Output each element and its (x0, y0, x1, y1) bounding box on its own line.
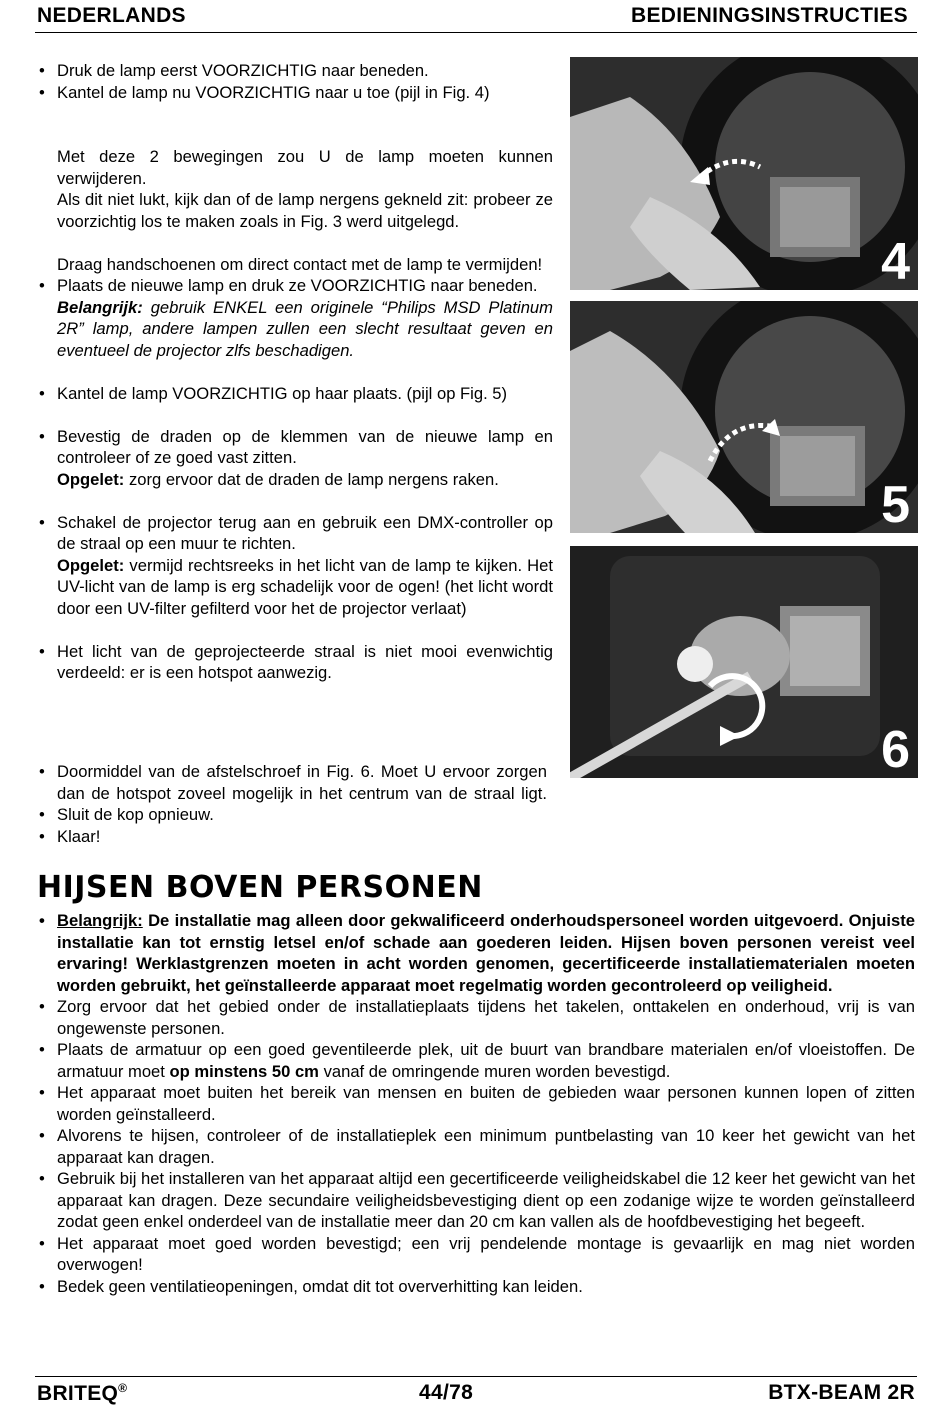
figure-4-illustration (570, 57, 918, 290)
figure-6-illustration (570, 546, 918, 778)
distance-value: op minstens 50 cm (169, 1061, 319, 1081)
instructions-column (37, 60, 553, 684)
figure-5-illustration (570, 301, 918, 533)
paragraph: Draag handschoenen om direct contact met de lamp te vermijden! (57, 254, 543, 274)
list-item (37, 275, 553, 361)
caution-text: zorg ervoor dat de draden de lamp nergens raken. (128, 469, 499, 489)
footer-rule (35, 1376, 917, 1377)
footer-brand (37, 1381, 127, 1406)
list-item: • Kantel de lamp VOORZICHTIG op haar plaats. (pijl op Fig. 5) (37, 383, 553, 405)
list-item-text: Plaats de nieuwe lamp en druk ze VOORZICHTIG naar beneden. (57, 276, 538, 295)
caution-text: vermijd rechtsreeks in het licht van de lamp te kijken. Het UV-licht van de lamp is erg schadelijk voor de ogen! (het licht wordt door een UV-filter gefilterd voor het de projector verlaat) (57, 555, 553, 618)
header-language: NEDERLANDS (37, 4, 186, 27)
figure-5 (570, 301, 918, 533)
switch-bullet-list (37, 512, 553, 620)
list-item-text: Doormiddel van de afstelschroef in Fig. 6. Moet U ervoor zorgen dan de hotspot zoveel mogelijk in het centrum van de straal ligt. (57, 762, 547, 803)
list-item: • Alvorens te hijsen, controleer of de installatieplek een minimum puntbelasting van 10 keer het gewicht van het apparaat kan dragen. (37, 1125, 915, 1168)
paragraph: Als dit niet lukt, kijk dan of de lamp nergens gekneld zit: probeer ze voorzichtig los te maken zoals in Fig. 3 werd uitgelegd. (57, 190, 553, 231)
registered-mark: ® (118, 1381, 128, 1395)
list-item: • Bedek geen ventilatieopeningen, omdat dit tot oververhitting kan leiden. (37, 1276, 915, 1298)
list-item-text: Plaats de armatuur op een goed geventileerde plek, uit de buurt van brandbare materialen en/of vloeistoffen. De armatuur moet (57, 1040, 915, 1081)
important-text: gebruik ENKEL een originele “Philips MSD Platinum 2R” lamp, andere lampen zullen een slecht resultaat geven en eventueel de projector zlfs beschadigen. (57, 297, 553, 360)
final-steps (37, 761, 657, 847)
figure-4 (570, 57, 918, 290)
wires-bullet-list (37, 426, 553, 491)
header-rule (35, 32, 917, 33)
figure-number: 4 (881, 233, 910, 290)
list-item: • Druk de lamp eerst VOORZICHTIG naar beneden. (37, 60, 553, 82)
list-item: • Kantel de lamp nu VOORZICHTIG naar u toe (pijl in Fig. 4) (37, 82, 553, 104)
list-item: • Het apparaat moet goed worden bevestigd; een vrij pendelende montage is gevaarlijk en mag niet worden overwogen! (37, 1233, 915, 1276)
important-label: Belangrijk: (57, 911, 143, 930)
figure-6 (570, 546, 918, 778)
list-item (37, 761, 657, 804)
list-item: • Gebruik bij het installeren van het apparaat altijd een gecertificeerde veiligheidskabel die 12 keer het gewicht van het apparaat kan dragen. Deze secundaire veiligheidsbevestiging dient op een zodanige wijze te worden geïnstalleerd zodat geen enkel onderdeel van de installatie meer dan 20 cm kan vallen als de hoofdbevestiging het begeeft. (37, 1168, 915, 1233)
final-bullet-list (37, 761, 657, 847)
important-label: Belangrijk: (57, 297, 143, 317)
list-item: • Het licht van de geprojecteerde straal is niet mooi evenwichtig verdeeld: er is een hotspot aanwezig. (37, 641, 553, 684)
list-item-text: Bevestig de draden op de klemmen van de nieuwe lamp en controleer of ze goed vast zitten. (57, 426, 553, 467)
list-item: • Klaar! (37, 826, 657, 848)
removal-notes (37, 146, 553, 275)
list-item (37, 1039, 915, 1082)
list-item: • Het apparaat moet buiten het bereik van mensen en buiten de gebieden waar personen kunnen lopen of zitten worden geïnstalleerd. (37, 1082, 915, 1125)
list-item (37, 512, 553, 620)
top-bullet-list (37, 60, 553, 103)
list-item-text: Schakel de projector terug aan en gebruik een DMX-controller op de straal op een muur te richten. (57, 512, 553, 553)
list-item (37, 910, 915, 996)
header-document-type: BEDIENINGSINSTRUCTIES (631, 4, 908, 27)
page-number: 44/78 (419, 1381, 474, 1404)
caution-label: Opgelet: (57, 555, 125, 575)
lamp-bullet-list (37, 275, 553, 361)
paragraph: Met deze 2 bewegingen zou U de lamp moeten kunnen verwijderen. (57, 147, 553, 188)
figure-number: 5 (881, 476, 910, 533)
rigging-bullet-list (37, 910, 915, 1297)
hotspot-bullet-list (37, 641, 553, 684)
brand-name: BRITEQ (37, 1382, 119, 1405)
figure-number: 6 (881, 721, 910, 778)
footer-model: BTX-BEAM 2R (768, 1381, 915, 1404)
rigging-section (37, 910, 915, 1297)
list-item (37, 426, 553, 491)
list-item: • Zorg ervoor dat het gebied onder de installatieplaats tijdens het takelen, onttakelen en onderhoud, vrij is van ongewenste personen. (37, 996, 915, 1039)
list-item-text: vanaf de omringende muren worden bevestigd. (323, 1061, 671, 1081)
important-text: De installatie mag alleen door gekwalificeerd onderhoudspersoneel worden uitgevoerd. Onjuiste installatie kan tot ernstig letsel en/of schade aan goederen leiden. Hijsen boven personen vereist veel ervaring! Werklastgrenzen moeten in acht worden genomen, gecertificeerde installatiematerialen moeten worden gebruikt, het geïnstalleerde apparaat moet regelmatig worden gecontroleerd op veiligheid. (57, 911, 915, 995)
caution-label: Opgelet: (57, 469, 125, 489)
tilt-bullet-list (37, 383, 553, 405)
list-item: • Sluit de kop opnieuw. (37, 804, 657, 826)
section-title: HIJSEN BOVEN PERSONEN (37, 870, 483, 905)
